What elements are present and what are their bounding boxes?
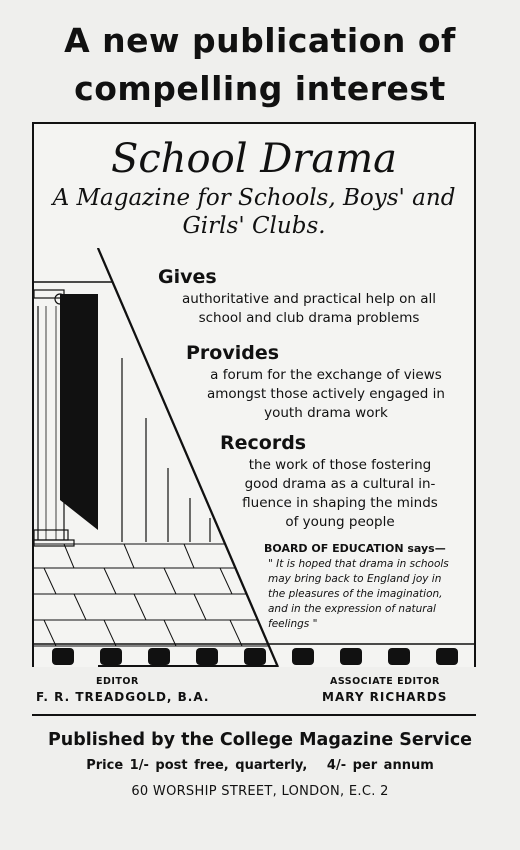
feature-desc-records: the work of those fostering good drama as a cultural in- fluence in shaping the minds of young people: [242, 457, 438, 530]
advert-frame: [32, 122, 476, 667]
feature-desc-provides: a forum for the exchange of views amongst those actively engaged in youth drama work: [207, 367, 445, 421]
publisher-line: Published by the College Magazine Service: [47, 730, 473, 750]
editor-role: EDITOR: [96, 676, 139, 687]
associate-editor-name: MARY RICHARDS: [322, 690, 448, 704]
feature-term-provides: Provides: [186, 342, 280, 364]
masthead: [34, 124, 474, 250]
editor-name: F. R. TREADGOLD, B.A.: [36, 690, 210, 704]
board-quote: " It is hoped that drama in schools may bring back to England joy in the pleasures of the imagination, and in the expression of natural feelings ": [268, 558, 449, 630]
feature-term-gives: Gives: [158, 266, 217, 288]
address-line: 60 WORSHIP STREET, LONDON, E.C. 2: [131, 784, 389, 799]
feature-term-records: Records: [220, 432, 307, 454]
headline-line-1: A new publication of: [64, 21, 456, 60]
magazine-title: School Drama: [110, 136, 398, 182]
divider-rule: [32, 714, 476, 716]
associate-editor-role: ASSOCIATE EDITOR: [330, 676, 440, 687]
feature-desc-gives: authoritative and practical help on all school and club drama problems: [181, 291, 437, 326]
headline-line-2: compelling interest: [74, 69, 446, 108]
doorway-shadow: [60, 294, 98, 530]
crenellation-border: [52, 648, 458, 665]
price-line: Price 1/- post free, quarterly, 4/- per annum: [86, 758, 434, 773]
magazine-subtitle: A Magazine for Schools, Boys' and Girls' Clubs.: [52, 185, 456, 239]
board-heading: BOARD OF EDUCATION says—: [264, 542, 446, 555]
